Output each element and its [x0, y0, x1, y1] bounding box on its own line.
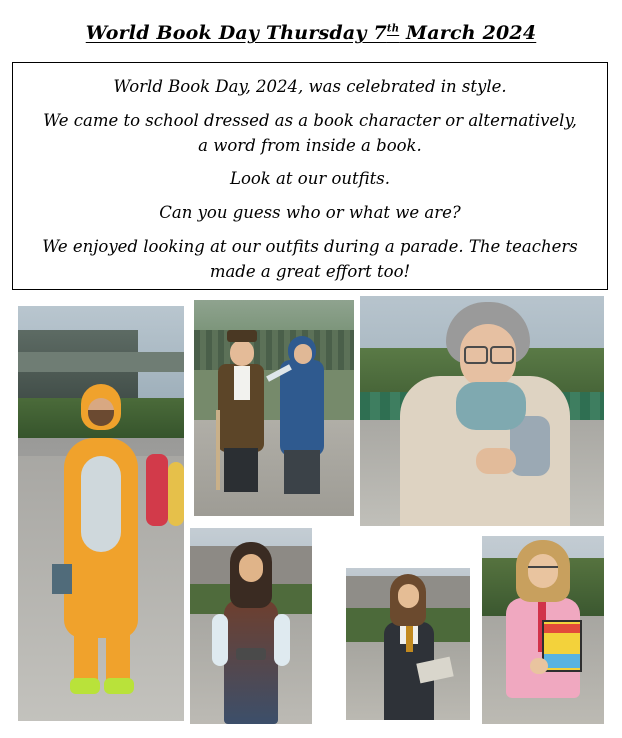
photo-girl-dress-body: [224, 600, 278, 724]
photo-boy1-shirt: [234, 366, 250, 400]
photo-giraffe-onesie: [18, 306, 184, 721]
photo-boy1-face: [230, 340, 254, 366]
photo-girl-uniform: [346, 568, 470, 720]
page-title-prefix: World Book Day Thursday 7: [85, 22, 387, 44]
page-title: [0, 22, 622, 44]
photo-background-child-red: [146, 454, 168, 526]
photo-girl-belt: [236, 648, 266, 660]
photo-canopy: [18, 352, 184, 372]
photo-teacher-scarf: [456, 382, 526, 430]
photo-boy1-cane: [216, 410, 220, 490]
photo-boy2-trousers: [284, 450, 320, 494]
photo-shoe-right: [104, 678, 134, 694]
intro-line-1: World Book Day, 2024, was celebrated in style.: [113, 77, 507, 96]
intro-line-4: Can you guess who or what we are?: [159, 203, 461, 222]
photo-girl-pink-jumper: [482, 536, 604, 724]
photo-shoe-left: [70, 678, 100, 694]
photo-teacher-hands: [476, 448, 516, 474]
photo-girl-patterned-dress: [190, 528, 312, 724]
page-title-text: [86, 22, 537, 44]
intro-textbox: [12, 62, 608, 290]
photo-girl-hand: [530, 658, 548, 674]
page-title-suffix: March 2024: [399, 22, 537, 44]
photo-boy1-trousers: [224, 448, 258, 492]
page-title-ordinal: th: [386, 23, 400, 35]
intro-line-2: We came to school dressed as a book character or alternatively, a word from inside a book.: [43, 110, 577, 155]
photo-girl-tie: [406, 626, 413, 652]
photo-leg-left: [74, 606, 98, 684]
photo-teacher-costume: [360, 296, 604, 526]
photo-background-child-yellow: [168, 462, 184, 526]
intro-line-5: We enjoyed looking at our outfits during a parade. The teachers made a great effort too!: [42, 236, 578, 281]
photo-boy1-hat: [227, 330, 257, 342]
photo-girl-face: [239, 554, 263, 582]
intro-line-3: Look at our outfits.: [229, 169, 390, 189]
photo-boy2-face: [294, 344, 312, 364]
photo-leg-right: [106, 606, 130, 684]
photo-book-cover-illustration: [544, 654, 580, 668]
photo-giraffe-belly: [81, 456, 121, 552]
photo-girl-arm-left: [212, 614, 228, 666]
photo-girl-arm-right: [274, 614, 290, 666]
photo-two-boys: [194, 300, 354, 516]
photo-held-book: [52, 564, 72, 594]
photo-teacher-glasses-right: [490, 346, 514, 364]
photo-boy2-cloak: [280, 360, 324, 456]
photo-girl-glasses: [528, 566, 558, 577]
photo-fence: [194, 330, 354, 370]
photo-girl-face: [398, 584, 419, 608]
photo-book-cover-title-band: [544, 624, 580, 633]
photo-teacher-glasses-left: [464, 346, 488, 364]
